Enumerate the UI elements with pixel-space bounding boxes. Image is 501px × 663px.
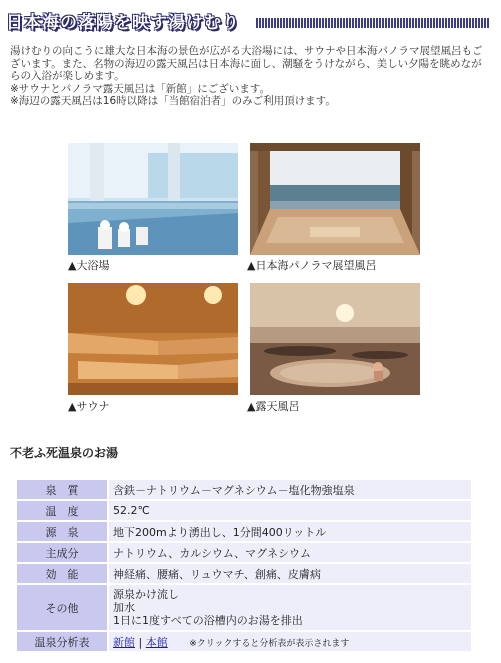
table-row (17, 501, 471, 520)
row-label-other: その他 (17, 585, 107, 630)
intro-text (10, 45, 492, 108)
row-label-temperature: 温 度 (17, 501, 107, 520)
row-label-quality: 泉 質 (17, 480, 107, 499)
other-line: 源泉かけ流し (113, 588, 179, 601)
analysis-link-new-building[interactable]: 新館 (113, 635, 135, 649)
row-value-analysis (109, 632, 471, 651)
table-row (17, 632, 471, 651)
header-stripe-decoration (256, 18, 490, 28)
row-value-effects: 神経痛、腰痛、リュウマチ、創痛、皮膚病 (109, 564, 471, 583)
row-label-analysis: 温泉分析表 (17, 632, 107, 651)
table-row (17, 543, 471, 562)
row-label-components: 主成分 (17, 543, 107, 562)
photo-sauna (68, 283, 238, 395)
spring-section-title: 不老ふ死温泉のお湯 (10, 446, 119, 460)
caption-sauna: ▲サウナ (68, 400, 110, 413)
page-title: 日本海の落陽を映す湯けむり (6, 13, 240, 33)
other-line: 1日に1度すべての浴槽内のお湯を排出 (113, 614, 303, 627)
table-row (17, 522, 471, 541)
photo-outdoor-bath (250, 283, 420, 395)
caption-large-bath: ▲大浴場 (68, 259, 110, 272)
link-separator: | (138, 635, 143, 649)
row-value-other (109, 585, 471, 630)
row-label-source: 源 泉 (17, 522, 107, 541)
table-row (17, 480, 471, 499)
intro-note-outdoor-bath: ※海辺の露天風呂は16時以降は「当館宿泊者」のみご利用頂けます。 (10, 95, 336, 107)
hot-spring-info-table (15, 478, 473, 653)
row-value-temperature: 52.2℃ (109, 501, 471, 520)
page-header (6, 10, 490, 36)
intro-note-sauna: ※サウナとパノラマ露天風呂は「新館」にございます。 (10, 82, 270, 95)
row-value-components: ナトリウム、カルシウム、マグネシウム (109, 543, 471, 562)
table-row (17, 585, 471, 630)
caption-panorama-bath: ▲日本海パノラマ展望風呂 (247, 259, 377, 272)
row-value-source: 地下200mより湧出し、1分間400リットル (109, 522, 471, 541)
photo-panorama-bath (250, 143, 420, 255)
caption-outdoor-bath: ▲露天風呂 (247, 400, 300, 413)
photo-large-bath (68, 143, 238, 255)
analysis-link-main-building[interactable]: 本館 (145, 635, 168, 649)
other-line: 加水 (113, 601, 135, 614)
analysis-note: ※クリックすると分析表が表示されます (189, 638, 350, 649)
row-label-effects: 効 能 (17, 564, 107, 583)
table-row (17, 564, 471, 583)
intro-paragraph: 湯けむりの向こうに雄大な日本海の景色が広がる大浴場には、サウナや日本海パノラマ展望風呂もございます。また、名物の海辺の露天風呂は日本海に面し、潮騒をうけながら、美しい夕陽を眺めながらの入浴が楽しめます。 (10, 45, 483, 82)
row-value-quality: 含鉄－ナトリウム－マグネシウム－塩化物強塩泉 (109, 480, 471, 499)
